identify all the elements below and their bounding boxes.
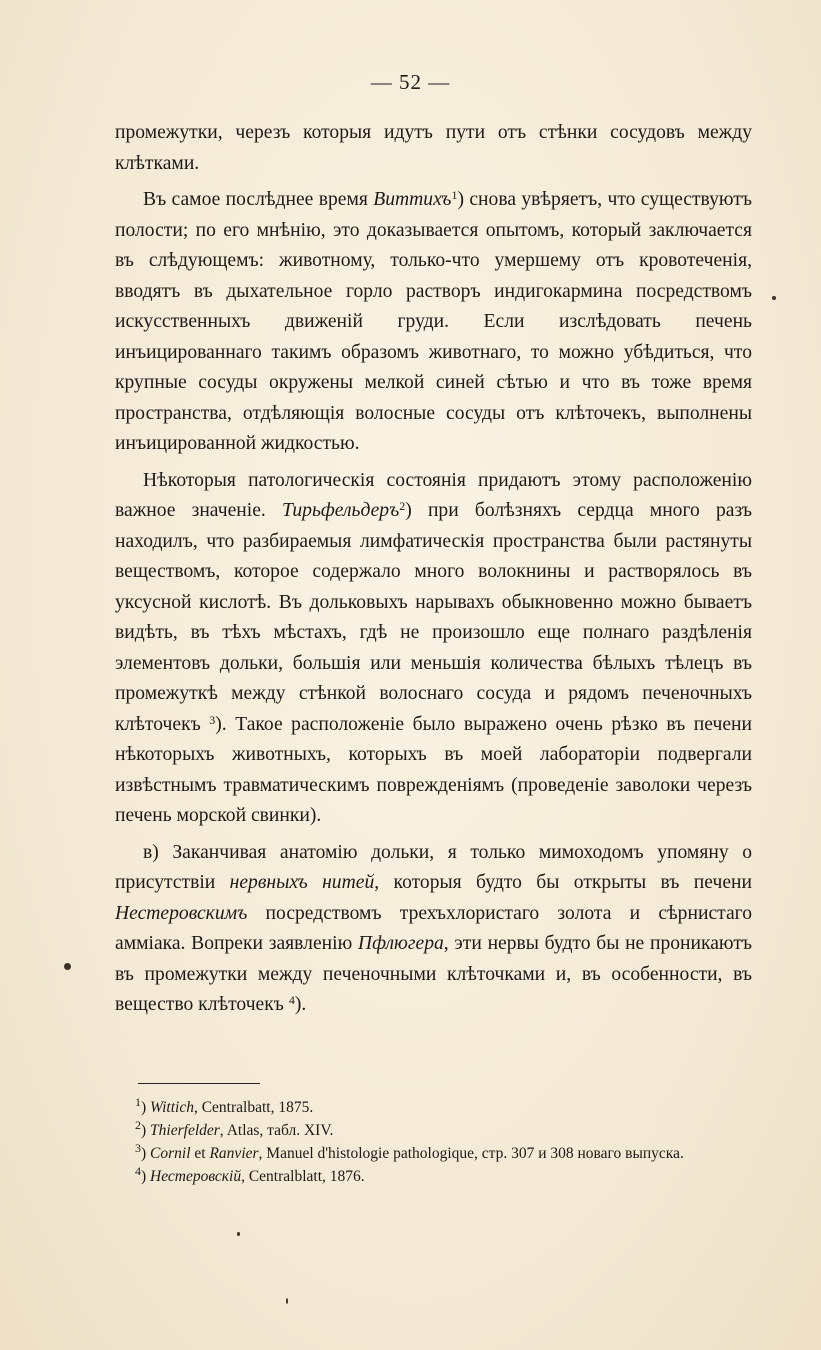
text-run: Въ самое послѣднее время [143,189,374,210]
ink-speck [64,963,71,970]
text-run: ) [141,1145,151,1162]
footnote-marker: 1 [451,188,458,202]
text-run: , Centralbatt, 1875. [193,1099,314,1116]
footnote-marker: 2 [399,499,406,513]
ink-speck [772,296,776,300]
italic-name: Виттихъ [373,189,452,210]
footnote-marker: 3 [209,712,216,727]
italic-name: Cornil [150,1145,191,1162]
text-run: ) [141,1122,151,1139]
footnote-divider [138,1083,260,1084]
ink-speck [286,1298,288,1304]
italic-name: нервныхъ нитей [229,872,375,893]
footnote [115,1119,755,1142]
text-run: , Centralblatt, 1876. [241,1168,365,1185]
text-run: ) снова увѣряетъ, что существуютъ полости; по его мнѣнію, это доказывается опытомъ, который заключается въ слѣдующемъ: животному, только-что умершему отъ кровотеченія, вводятъ въ дыхательное горло растворъ индигокармина посредствомъ искусственныхъ движеній груди. Если изслѣдовать печень инъицированнаго такимъ образомъ животнаго, то можно убѣдиться, что крупные сосуды окружены мелкой синей сѣтью и что въ тоже время пространства, отдѣляющія волосные сосуды отъ клѣточекъ, выполнены инъицированной жидкостью. [115,189,753,454]
footnote-marker: 1 [135,1095,141,1109]
footnote-marker: 3 [135,1141,141,1155]
footnotes [115,1096,755,1188]
italic-name: Thierfelder [150,1122,220,1139]
footnote-marker: 2 [135,1118,141,1132]
footnote-marker: 4 [135,1164,141,1178]
footnote [115,1096,755,1119]
footnote [115,1165,755,1188]
paragraph [115,838,752,1021]
ink-speck [237,1232,240,1236]
page-number: — 52 — [370,70,451,94]
text-run: промежутки, черезъ которыя идутъ пути отъ стѣнки сосудовъ между клѣтками. [115,122,752,174]
italic-name: Нестеровскій [150,1168,242,1185]
text-run: , Manuel d'histologie pathologique, стр. 307 и 308 новаго выпуска. [258,1145,684,1162]
text-run: Нѣкоторыя патологическія состоянія придаютъ этому расположенію важное значеніе. [115,469,752,521]
text-run: ) [141,1168,151,1185]
paragraph [115,185,752,460]
paragraph [115,466,752,832]
text-run: ). Такое расположеніе было выражено очень рѣзко въ печени нѣкоторыхъ животныхъ, которыхъ въ моей лабораторіи подвергали извѣстнымъ травматическимъ поврежденіямъ (проведеніе заволоки черезъ печень морской свинки). [115,713,752,826]
footnote [115,1142,755,1165]
italic-name: Нестеровскимъ [115,902,248,924]
text-run: в) Заканчивая анатомію дольки, я только мимоходомъ упомяну о присутствіи [115,841,752,893]
text-run: , эти нервы будто бы не проникаютъ въ промежутки между печеночными клѣточками и, въ особенности, въ вещество клѣточекъ [115,933,753,1015]
italic-name: Тирьфельдеръ [281,500,400,521]
italic-name: Пфлюгера [357,933,444,954]
main-text [115,118,752,1021]
text-run: et [190,1145,210,1162]
footnote-marker: 4 [288,993,295,1007]
italic-name: Wittich [150,1099,194,1116]
paragraph [115,118,752,179]
text-run: ). [294,994,307,1015]
text-run: посредствомъ трехъхлористаго золота и сѣрнистаго амміака. Вопреки заявленію [115,902,752,954]
text-run: ) при болѣзняхъ сердца много разъ находилъ, что разбираемыя лимфатическія пространства были растянуты веществомъ, которое содержало много волокнины и растворялось въ уксусной кислотѣ. Въ дольковыхъ нарывахъ обыкновенно можно бываетъ видѣть, въ тѣхъ мѣстахъ, гдѣ не произошло еще полнаго раздѣленія элементовъ дольки, большія или меньшія количества бѣлыхъ тѣлецъ въ промежуткѣ между стѣнкой волоснаго сосуда и рядомъ печеночныхъ клѣточекъ [115,500,752,735]
text-run: , которыя будто бы открыты въ печени [374,872,752,893]
text-run: , Atlas, табл. XIV. [219,1122,334,1139]
text-run: ) [141,1099,151,1116]
italic-name: Ranvier [209,1145,259,1162]
